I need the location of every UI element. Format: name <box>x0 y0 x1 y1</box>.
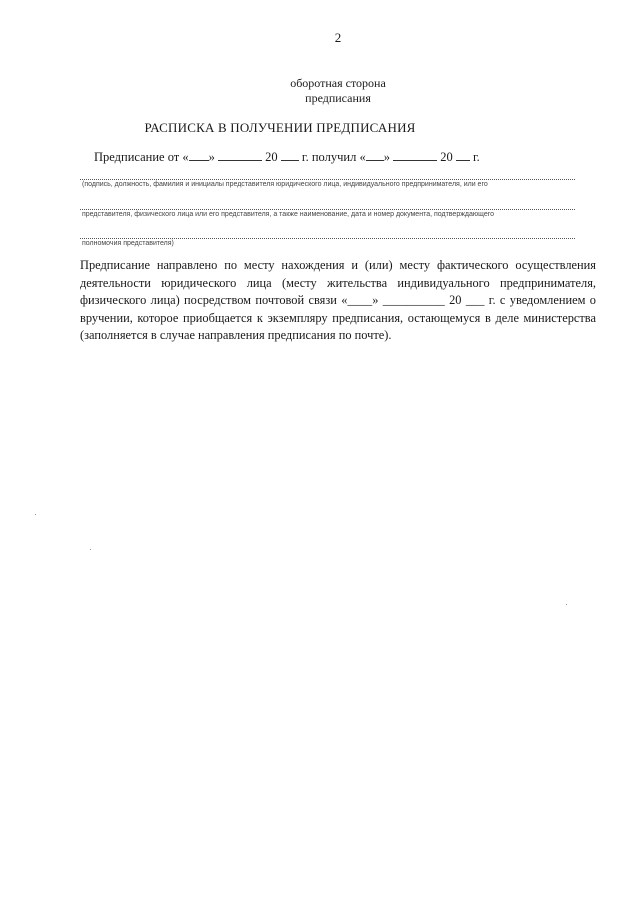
scan-speck <box>566 604 567 605</box>
receipt-text-received: г. получил « <box>301 150 366 164</box>
receipt-text-year-2: 20 <box>440 150 453 164</box>
receipt-line <box>94 150 480 165</box>
signature-caption-1: (подпись, должность, фамилия и инициалы представителя юридического лица, индивидуального предпринимателя, или его <box>82 181 488 188</box>
received-month-blank <box>393 150 437 161</box>
receipt-text-prefix: Предписание от « <box>94 150 189 164</box>
received-day-blank <box>366 150 384 161</box>
receipt-text-quote: » <box>208 150 215 164</box>
signature-caption-3: полномочия представителя) <box>82 240 174 247</box>
reverse-side-note <box>0 76 640 106</box>
day-blank <box>189 150 209 161</box>
signature-rule-3 <box>80 238 575 239</box>
scan-speck <box>35 514 36 515</box>
receipt-title: РАСПИСКА В ПОЛУЧЕНИИ ПРЕДПИСАНИЯ <box>144 120 416 135</box>
year-blank <box>281 150 299 161</box>
reverse-side-line-1: оборотная сторона <box>290 76 386 90</box>
postal-notice-paragraph: Предписание направлено по месту нахождения и (или) месту фактического осуществления деятельности юридического лица (месту жительства индивидуального предпринимателя, физического лица) посредством почтовой связи «____» __________ 20 ___ г. с уведомлением о вручении, которое приобщается к экземпляру предписания, остающемуся в деле министерства (заполняется в случае направления предписания по почте). <box>80 258 596 342</box>
signature-caption-2: представителя, физического лица или его представителя, а также наименование, дата и номер документа, подтверждающего <box>82 211 494 218</box>
month-blank <box>218 150 262 161</box>
scan-speck <box>90 549 91 550</box>
receipt-text-quote-2: » <box>383 150 390 164</box>
reverse-side-line-2: предписания <box>305 91 371 105</box>
receipt-text-suffix: г. <box>472 150 480 164</box>
signature-rule-1 <box>80 179 575 180</box>
received-year-blank <box>456 150 470 161</box>
signature-rule-2 <box>80 209 575 210</box>
page-number: 2 <box>334 30 342 45</box>
receipt-text-year: 20 <box>265 150 278 164</box>
